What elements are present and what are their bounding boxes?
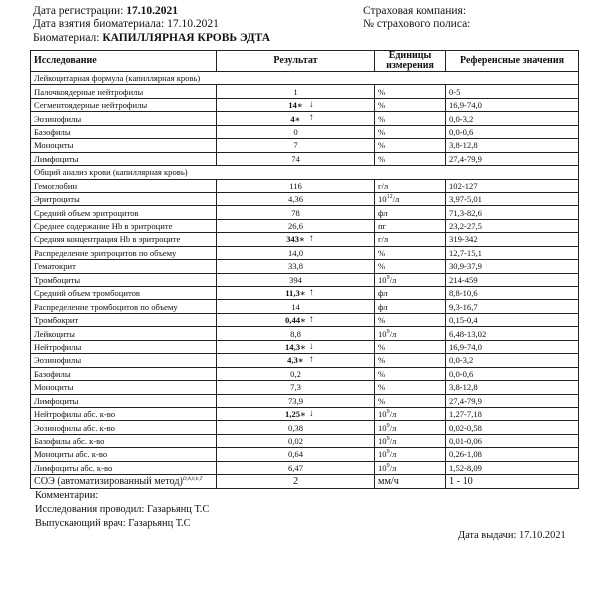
insurance-policy: № страхового полиса:: [363, 18, 471, 30]
unit-exponent: 9: [386, 462, 390, 469]
unit-base: %: [378, 86, 386, 97]
test-unit: [375, 98, 446, 111]
test-name: Эозинофилы: [31, 354, 217, 367]
biomaterial-date-value: 17.10.2021: [167, 18, 219, 30]
test-unit: [375, 287, 446, 300]
result-value: 78: [291, 207, 300, 218]
result-value: 4,3∗: [287, 355, 304, 366]
test-name: Базофилы абс. к-во: [31, 434, 217, 447]
test-unit: [375, 273, 446, 286]
table-row: [31, 260, 579, 273]
unit-base: 10: [378, 422, 387, 433]
table-row: [31, 273, 579, 286]
result-value: 4∗: [290, 113, 301, 124]
result-value: 343∗: [286, 234, 305, 245]
issuing-doctor: Выпускающий врач: Газарьянц Т.С: [35, 518, 191, 529]
test-unit: [375, 179, 446, 192]
table-row: [31, 367, 579, 380]
table-row: [31, 85, 579, 98]
test-name: Тромбоциты: [31, 273, 217, 286]
table-row: [31, 421, 579, 434]
test-name: Распределение тромбоцитов по объему: [31, 300, 217, 313]
test-result: [217, 367, 375, 380]
test-reference: 16,9-74,0: [446, 340, 579, 353]
registration-label: Дата регистрации:: [33, 5, 124, 17]
unit-base: %: [378, 247, 386, 258]
unit-exponent: 9: [386, 409, 390, 416]
result-value: 14,3∗: [285, 341, 306, 352]
unit-base: 10: [378, 436, 387, 447]
test-reference: 12,7-15,1: [446, 246, 579, 259]
unit-base: %: [378, 126, 386, 137]
test-result: [217, 287, 375, 300]
test-name: Распределение эритроцитов по объему: [31, 246, 217, 259]
test-unit: [375, 192, 446, 205]
table-row: [31, 219, 579, 232]
unit-tail: /л: [389, 409, 397, 420]
esr-unit: мм/ч: [375, 475, 446, 489]
test-unit: [375, 461, 446, 474]
test-result: [217, 381, 375, 394]
esr-name-text: СОЭ (автоматизированный метод): [34, 475, 183, 487]
col-header-unit-line2: измерения: [386, 60, 434, 71]
test-result: [217, 139, 375, 152]
test-unit: [375, 434, 446, 447]
test-reference: 3,8-12,8: [446, 381, 579, 394]
test-name: Моноциты абс. к-во: [31, 448, 217, 461]
test-result: [217, 448, 375, 461]
result-value: 8,8: [290, 328, 301, 339]
test-unit: [375, 313, 446, 326]
insurance-company: Страховая компания:: [363, 5, 467, 17]
result-value: 14∗: [288, 100, 303, 111]
table-row: [31, 125, 579, 138]
test-name: Лимфоциты абс. к-во: [31, 461, 217, 474]
test-reference: 0,0-3,2: [446, 354, 579, 367]
performed-by: Исследования проводил: Газарьянц Т.С: [35, 504, 210, 515]
test-name: Палочкоядерные нейтрофилы: [31, 85, 217, 98]
unit-base: 10: [378, 328, 387, 339]
test-result: [217, 300, 375, 313]
test-reference: 8,8-10,6: [446, 287, 579, 300]
unit-base: %: [378, 113, 386, 124]
table-row: [31, 434, 579, 447]
arrow-up-icon: ↑: [309, 113, 314, 124]
test-unit: [375, 233, 446, 246]
comments-label: Комментарии:: [35, 490, 99, 501]
col-header-unit: [375, 51, 446, 72]
test-name: Средняя концентрация Hb в эритроците: [31, 233, 217, 246]
registration-date: [33, 4, 178, 18]
unit-tail: /л: [389, 274, 397, 285]
arrow-up-icon: ↑: [309, 355, 314, 366]
unit-base: г/л: [378, 180, 389, 191]
unit-base: пг: [378, 221, 387, 232]
test-result: [217, 219, 375, 232]
test-name: Нейтрофилы абс. к-во: [31, 407, 217, 420]
test-name: Нейтрофилы: [31, 340, 217, 353]
unit-tail: /л: [389, 449, 397, 460]
test-result: [217, 85, 375, 98]
table-row: [31, 206, 579, 219]
test-reference: 0,26-1,08: [446, 448, 579, 461]
result-value: 14: [291, 301, 300, 312]
result-value: 74: [291, 153, 300, 164]
test-reference: 1,27-7,18: [446, 407, 579, 420]
table-row: [31, 327, 579, 340]
test-name: Гематокрит: [31, 260, 217, 273]
unit-base: %: [378, 382, 386, 393]
test-unit: [375, 125, 446, 138]
test-reference: 214-459: [446, 273, 579, 286]
test-unit: [375, 246, 446, 259]
test-result: [217, 98, 375, 111]
result-value: 33,8: [287, 261, 304, 272]
esr-name: [31, 475, 217, 489]
unit-exponent: 9: [386, 449, 390, 456]
test-unit: [375, 407, 446, 420]
unit-tail: /л: [392, 194, 400, 205]
section-row: [31, 166, 579, 179]
test-unit: [375, 367, 446, 380]
test-unit: [375, 394, 446, 407]
table-row: [31, 448, 579, 461]
test-unit: [375, 152, 446, 165]
esr-result: 2: [217, 475, 375, 489]
biomaterial-date: [33, 17, 219, 31]
unit-base: г/л: [378, 234, 389, 245]
test-name: Гемоглобин: [31, 179, 217, 192]
biomaterial-label: Биоматериал:: [33, 32, 100, 44]
test-name: Эозинофилы: [31, 112, 217, 125]
esr-row: [31, 475, 579, 489]
result-value: 116: [289, 180, 302, 191]
test-reference: 0,01-0,06: [446, 434, 579, 447]
test-result: [217, 233, 375, 246]
unit-base: %: [378, 395, 386, 406]
table-row: [31, 112, 579, 125]
result-value: 1: [293, 86, 298, 97]
test-reference: 319-342: [446, 233, 579, 246]
unit-exponent: 9: [386, 328, 390, 335]
test-name: Тромбокрит: [31, 313, 217, 326]
test-unit: [375, 85, 446, 98]
test-result: [217, 112, 375, 125]
test-result: [217, 246, 375, 259]
table-row: [31, 300, 579, 313]
test-result: [217, 407, 375, 420]
test-unit: [375, 421, 446, 434]
col-header-reference: Референсные значения: [446, 51, 579, 72]
test-reference: 27,4-79,9: [446, 394, 579, 407]
test-reference: 71,3-82,6: [446, 206, 579, 219]
result-value: 6,47: [287, 462, 304, 473]
result-value: 0: [293, 126, 298, 137]
result-value: 26,6: [287, 221, 304, 232]
unit-base: %: [378, 100, 386, 111]
test-result: [217, 340, 375, 353]
unit-base: 10: [378, 409, 387, 420]
test-result: [217, 260, 375, 273]
test-result: [217, 192, 375, 205]
col-header-result: Результат: [217, 51, 375, 72]
test-name: Среднее содержание Hb в эритроците: [31, 219, 217, 232]
table-row: [31, 233, 579, 246]
esr-reference: 1 - 10: [446, 475, 579, 489]
unit-base: 10: [378, 462, 387, 473]
test-name: Средний объем тромбоцитов: [31, 287, 217, 300]
test-unit: [375, 219, 446, 232]
table-row: [31, 152, 579, 165]
esr-name-sup: D,A,b,b,T: [182, 476, 203, 482]
biomaterial-value: КАПИЛЛЯРНАЯ КРОВЬ ЭДТА: [102, 32, 271, 44]
issue-date: Дата выдачи: 17.10.2021: [458, 530, 566, 541]
test-reference: 0,0-3,2: [446, 112, 579, 125]
unit-base: 10: [378, 274, 387, 285]
test-result: [217, 461, 375, 474]
test-reference: 16,9-74,0: [446, 98, 579, 111]
test-unit: [375, 112, 446, 125]
test-unit: [375, 300, 446, 313]
test-result: [217, 125, 375, 138]
test-reference: 9,3-16,7: [446, 300, 579, 313]
arrow-down-icon: ↓: [309, 408, 314, 419]
test-result: [217, 273, 375, 286]
result-value: 7: [293, 140, 298, 151]
test-reference: 23,2-27,5: [446, 219, 579, 232]
table-row: [31, 461, 579, 474]
test-unit: [375, 260, 446, 273]
unit-base: фл: [378, 288, 388, 299]
biomaterial: [33, 31, 270, 45]
test-name: Лейкоциты: [31, 327, 217, 340]
test-unit: [375, 139, 446, 152]
test-reference: 0-5: [446, 85, 579, 98]
table-row: [31, 98, 579, 111]
table-row: [31, 394, 579, 407]
test-reference: 0,0-0,6: [446, 367, 579, 380]
unit-exponent: 9: [386, 436, 390, 443]
registration-value: 17.10.2021: [126, 5, 178, 17]
test-reference: 0,15-0,4: [446, 313, 579, 326]
table-row: [31, 139, 579, 152]
test-reference: 30,9-37,9: [446, 260, 579, 273]
result-value: 0,2: [290, 368, 301, 379]
arrow-up-icon: ↑: [309, 234, 314, 245]
table-row: [31, 246, 579, 259]
test-reference: 0,0-0,6: [446, 125, 579, 138]
test-reference: 1,52-8,09: [446, 461, 579, 474]
test-name: Эозинофилы абс. к-во: [31, 421, 217, 434]
test-name: Эритроциты: [31, 192, 217, 205]
unit-exponent: 9: [386, 422, 390, 429]
unit-base: %: [378, 341, 386, 352]
table-row: [31, 407, 579, 420]
table-row: [31, 340, 579, 353]
test-name: Лимфоциты: [31, 152, 217, 165]
unit-base: %: [378, 153, 386, 164]
test-result: [217, 327, 375, 340]
result-value: 394: [289, 274, 302, 285]
results-body: [31, 72, 579, 489]
test-reference: 3,97-5,01: [446, 192, 579, 205]
test-reference: 102-127: [446, 179, 579, 192]
test-reference: 0,02-0,58: [446, 421, 579, 434]
result-value: 7,3: [290, 382, 301, 393]
result-value: 11,3∗: [285, 288, 306, 299]
test-name: Моноциты: [31, 139, 217, 152]
result-value: 0,44∗: [285, 315, 306, 326]
unit-base: фл: [378, 301, 388, 312]
unit-base: %: [378, 355, 386, 366]
test-result: [217, 434, 375, 447]
test-name: Базофилы: [31, 125, 217, 138]
section-title: Общий анализ крови (капиллярная кровь): [31, 166, 579, 179]
test-name: Базофилы: [31, 367, 217, 380]
test-result: [217, 394, 375, 407]
test-unit: [375, 381, 446, 394]
test-unit: [375, 340, 446, 353]
unit-base: 10: [378, 194, 387, 205]
unit-base: 10: [378, 449, 387, 460]
arrow-down-icon: ↓: [309, 341, 314, 352]
table-row: [31, 381, 579, 394]
test-name: Сегментоядерные нейтрофилы: [31, 98, 217, 111]
test-result: [217, 152, 375, 165]
test-unit: [375, 354, 446, 367]
table-row: [31, 287, 579, 300]
arrow-down-icon: ↓: [309, 99, 314, 110]
table-row: [31, 192, 579, 205]
col-header-name: Исследование: [31, 51, 217, 72]
test-name: Средний объем эритроцитов: [31, 206, 217, 219]
test-name: Моноциты: [31, 381, 217, 394]
arrow-up-icon: ↑: [309, 288, 314, 298]
table-row: [31, 354, 579, 367]
test-result: [217, 313, 375, 326]
unit-base: %: [378, 315, 386, 326]
test-unit: [375, 448, 446, 461]
table-header: [31, 51, 579, 72]
unit-exponent: 9: [386, 274, 390, 281]
section-row: [31, 72, 579, 85]
arrow-up-icon: ↑: [309, 314, 314, 325]
unit-tail: /л: [389, 436, 397, 447]
test-reference: 3,8-12,8: [446, 139, 579, 152]
test-reference: 6,48-13,02: [446, 327, 579, 340]
result-value: 1,25∗: [285, 409, 306, 420]
unit-base: %: [378, 261, 386, 272]
result-value: 4,36: [287, 194, 304, 205]
unit-tail: /л: [389, 462, 397, 473]
unit-tail: /л: [389, 328, 397, 339]
result-value: 0,02: [287, 436, 304, 447]
unit-base: %: [378, 140, 386, 151]
result-value: 14,0: [287, 247, 304, 258]
table-row: [31, 179, 579, 192]
col-header-unit-line1: Единицы: [388, 50, 432, 61]
test-result: [217, 179, 375, 192]
unit-exponent: 12: [386, 194, 393, 201]
results-table: [30, 50, 579, 489]
biomaterial-date-label: Дата взятия биоматериала:: [33, 18, 165, 30]
unit-base: %: [378, 368, 386, 379]
test-result: [217, 354, 375, 367]
unit-base: фл: [378, 207, 388, 218]
test-unit: [375, 327, 446, 340]
section-title: Лейкоцитарная формула (капиллярная кровь): [31, 72, 579, 85]
result-value: 0,38: [287, 422, 304, 433]
test-result: [217, 421, 375, 434]
test-name: Лимфоциты: [31, 394, 217, 407]
result-value: 73,9: [287, 395, 304, 406]
unit-tail: /л: [389, 422, 397, 433]
test-reference: 27,4-79,9: [446, 152, 579, 165]
table-row: [31, 313, 579, 326]
result-value: 0,64: [287, 449, 304, 460]
test-result: [217, 206, 375, 219]
test-unit: [375, 206, 446, 219]
